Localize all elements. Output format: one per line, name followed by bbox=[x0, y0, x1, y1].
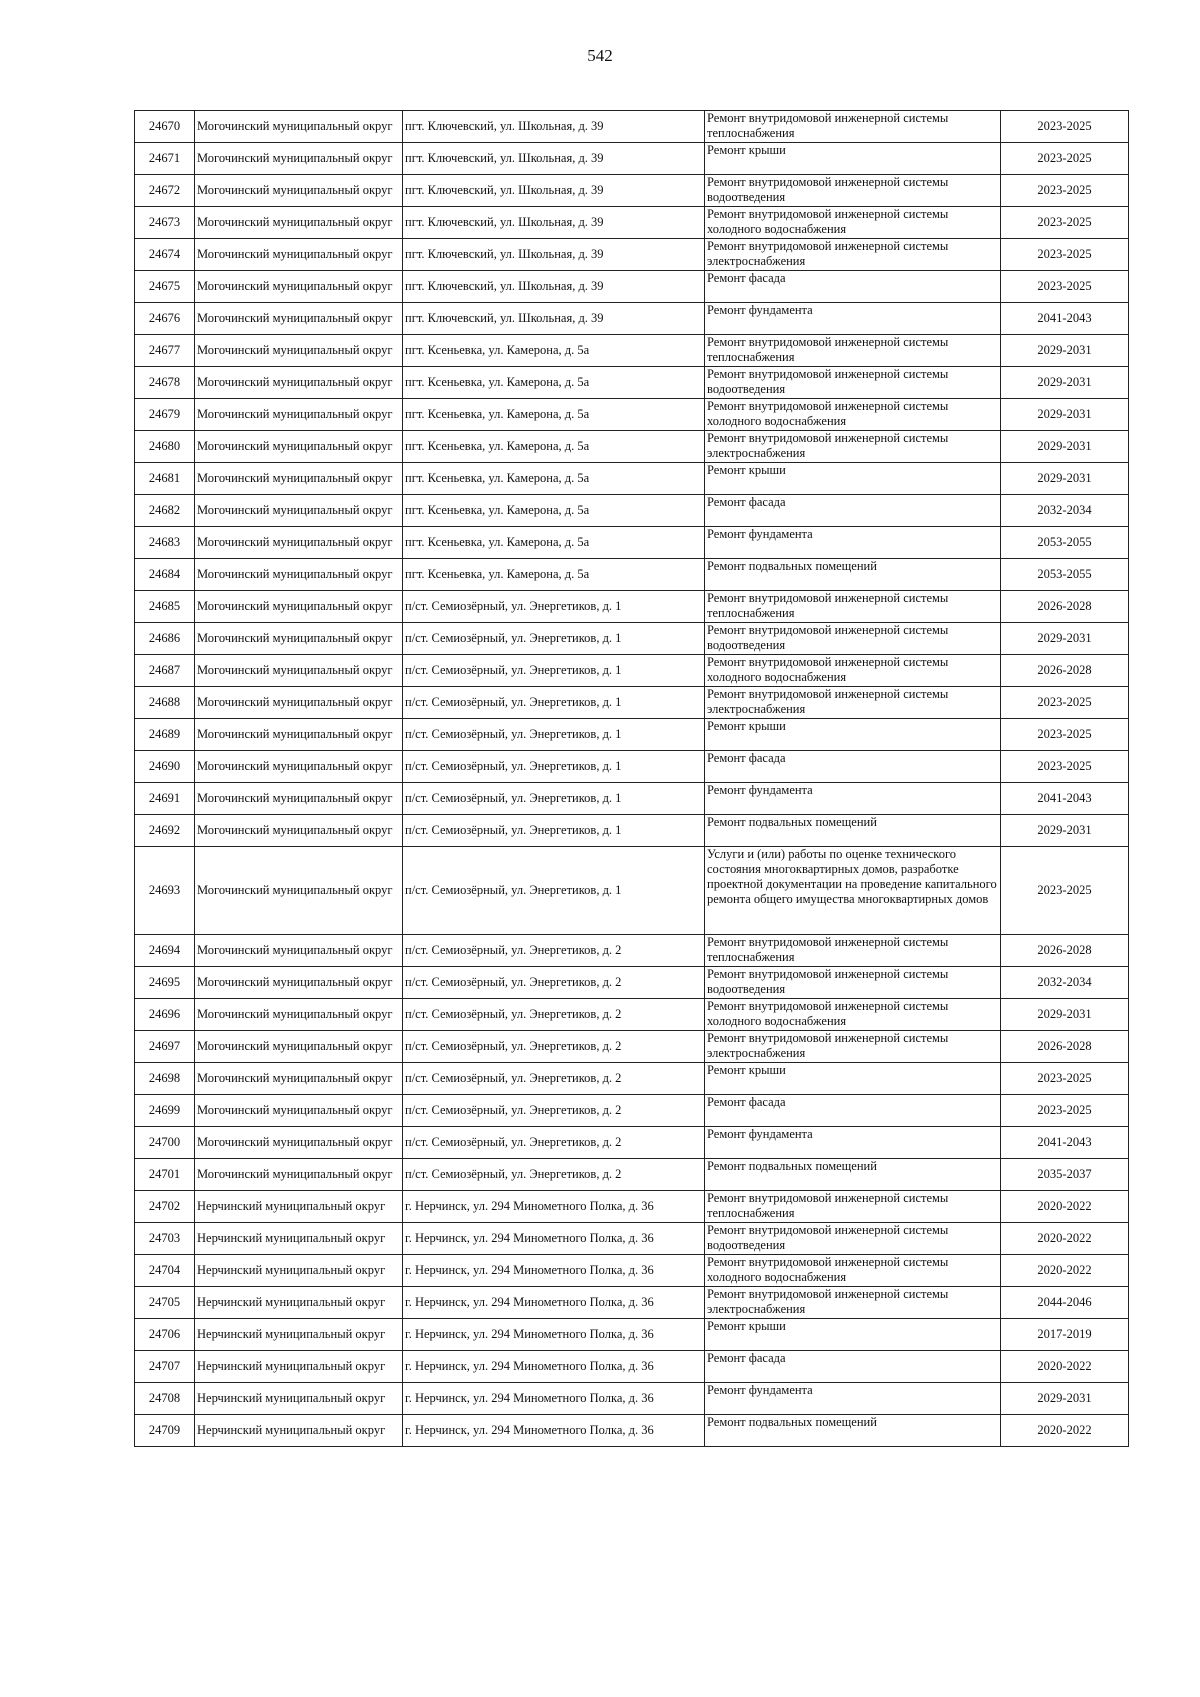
period-cell: 2023-2025 bbox=[1001, 1063, 1129, 1095]
table-row bbox=[135, 783, 1129, 815]
table-row bbox=[135, 1031, 1129, 1063]
address-cell: г. Нерчинск, ул. 294 Минометного Полка, д. 36 bbox=[403, 1383, 705, 1415]
period-cell: 2020-2022 bbox=[1001, 1191, 1129, 1223]
table-row bbox=[135, 591, 1129, 623]
district-cell: Могочинский муниципальный округ bbox=[195, 303, 403, 335]
row-number-cell: 24704 bbox=[135, 1255, 195, 1287]
district-cell: Могочинский муниципальный округ bbox=[195, 1063, 403, 1095]
address-cell: пгт. Ксеньевка, ул. Камерона, д. 5а bbox=[403, 335, 705, 367]
address-cell: пгт. Ксеньевка, ул. Камерона, д. 5а bbox=[403, 431, 705, 463]
table-body bbox=[135, 111, 1129, 1447]
table-row bbox=[135, 463, 1129, 495]
address-cell: п/ст. Семиозёрный, ул. Энергетиков, д. 1 bbox=[403, 847, 705, 935]
row-number-cell: 24709 bbox=[135, 1415, 195, 1447]
work-type-cell: Ремонт внутридомовой инженерной системы холодного водоснабжения bbox=[705, 207, 1001, 239]
table-row bbox=[135, 1255, 1129, 1287]
table-row bbox=[135, 271, 1129, 303]
district-cell: Могочинский муниципальный округ bbox=[195, 1159, 403, 1191]
row-number-cell: 24685 bbox=[135, 591, 195, 623]
table-row bbox=[135, 1319, 1129, 1351]
period-cell: 2023-2025 bbox=[1001, 175, 1129, 207]
work-type-cell: Ремонт внутридомовой инженерной системы электроснабжения bbox=[705, 239, 1001, 271]
work-type-cell: Ремонт крыши bbox=[705, 1319, 1001, 1351]
table-row bbox=[135, 527, 1129, 559]
work-type-cell: Ремонт фундамента bbox=[705, 1383, 1001, 1415]
district-cell: Нерчинский муниципальный округ bbox=[195, 1351, 403, 1383]
period-cell: 2029-2031 bbox=[1001, 431, 1129, 463]
table-row bbox=[135, 175, 1129, 207]
address-cell: пгт. Ксеньевка, ул. Камерона, д. 5а bbox=[403, 367, 705, 399]
district-cell: Нерчинский муниципальный округ bbox=[195, 1287, 403, 1319]
table-row bbox=[135, 495, 1129, 527]
period-cell: 2026-2028 bbox=[1001, 1031, 1129, 1063]
period-cell: 2029-2031 bbox=[1001, 999, 1129, 1031]
district-cell: Могочинский муниципальный округ bbox=[195, 719, 403, 751]
work-type-cell: Ремонт внутридомовой инженерной системы водоотведения bbox=[705, 1223, 1001, 1255]
period-cell: 2023-2025 bbox=[1001, 719, 1129, 751]
row-number-cell: 24707 bbox=[135, 1351, 195, 1383]
district-cell: Могочинский муниципальный округ bbox=[195, 1031, 403, 1063]
repair-schedule-table bbox=[134, 110, 1129, 1447]
address-cell: п/ст. Семиозёрный, ул. Энергетиков, д. 2 bbox=[403, 1127, 705, 1159]
work-type-cell: Ремонт подвальных помещений bbox=[705, 1415, 1001, 1447]
row-number-cell: 24673 bbox=[135, 207, 195, 239]
work-type-cell: Ремонт фасада bbox=[705, 495, 1001, 527]
period-cell: 2020-2022 bbox=[1001, 1255, 1129, 1287]
work-type-cell: Ремонт фасада bbox=[705, 751, 1001, 783]
period-cell: 2023-2025 bbox=[1001, 143, 1129, 175]
row-number-cell: 24687 bbox=[135, 655, 195, 687]
table-row bbox=[135, 431, 1129, 463]
address-cell: г. Нерчинск, ул. 294 Минометного Полка, д. 36 bbox=[403, 1319, 705, 1351]
work-type-cell: Ремонт внутридомовой инженерной системы холодного водоснабжения bbox=[705, 399, 1001, 431]
period-cell: 2023-2025 bbox=[1001, 751, 1129, 783]
district-cell: Могочинский муниципальный округ bbox=[195, 175, 403, 207]
work-type-cell: Ремонт подвальных помещений bbox=[705, 815, 1001, 847]
address-cell: п/ст. Семиозёрный, ул. Энергетиков, д. 1 bbox=[403, 751, 705, 783]
period-cell: 2029-2031 bbox=[1001, 335, 1129, 367]
row-number-cell: 24686 bbox=[135, 623, 195, 655]
period-cell: 2029-2031 bbox=[1001, 463, 1129, 495]
address-cell: г. Нерчинск, ул. 294 Минометного Полка, д. 36 bbox=[403, 1255, 705, 1287]
work-type-cell: Ремонт крыши bbox=[705, 143, 1001, 175]
row-number-cell: 24697 bbox=[135, 1031, 195, 1063]
work-type-cell: Ремонт внутридомовой инженерной системы электроснабжения bbox=[705, 431, 1001, 463]
address-cell: п/ст. Семиозёрный, ул. Энергетиков, д. 2 bbox=[403, 1159, 705, 1191]
district-cell: Нерчинский муниципальный округ bbox=[195, 1191, 403, 1223]
work-type-cell: Ремонт крыши bbox=[705, 463, 1001, 495]
district-cell: Могочинский муниципальный округ bbox=[195, 1095, 403, 1127]
district-cell: Могочинский муниципальный округ bbox=[195, 367, 403, 399]
period-cell: 2023-2025 bbox=[1001, 207, 1129, 239]
period-cell: 2044-2046 bbox=[1001, 1287, 1129, 1319]
table-row bbox=[135, 935, 1129, 967]
district-cell: Нерчинский муниципальный округ bbox=[195, 1415, 403, 1447]
address-cell: пгт. Ксеньевка, ул. Камерона, д. 5а bbox=[403, 527, 705, 559]
period-cell: 2029-2031 bbox=[1001, 623, 1129, 655]
table-row bbox=[135, 239, 1129, 271]
row-number-cell: 24671 bbox=[135, 143, 195, 175]
period-cell: 2023-2025 bbox=[1001, 239, 1129, 271]
period-cell: 2020-2022 bbox=[1001, 1223, 1129, 1255]
district-cell: Нерчинский муниципальный округ bbox=[195, 1319, 403, 1351]
work-type-cell: Ремонт фундамента bbox=[705, 303, 1001, 335]
row-number-cell: 24691 bbox=[135, 783, 195, 815]
work-type-cell: Ремонт фасада bbox=[705, 1095, 1001, 1127]
period-cell: 2029-2031 bbox=[1001, 1383, 1129, 1415]
row-number-cell: 24680 bbox=[135, 431, 195, 463]
district-cell: Нерчинский муниципальный округ bbox=[195, 1255, 403, 1287]
table-row bbox=[135, 111, 1129, 143]
district-cell: Могочинский муниципальный округ bbox=[195, 559, 403, 591]
table-row bbox=[135, 719, 1129, 751]
period-cell: 2035-2037 bbox=[1001, 1159, 1129, 1191]
table-row bbox=[135, 815, 1129, 847]
page-number: 542 bbox=[587, 46, 613, 65]
district-cell: Могочинский муниципальный округ bbox=[195, 935, 403, 967]
row-number-cell: 24677 bbox=[135, 335, 195, 367]
work-type-cell: Ремонт внутридомовой инженерной системы теплоснабжения bbox=[705, 1191, 1001, 1223]
work-type-cell: Ремонт внутридомовой инженерной системы электроснабжения bbox=[705, 1287, 1001, 1319]
work-type-cell: Ремонт внутридомовой инженерной системы электроснабжения bbox=[705, 687, 1001, 719]
work-type-cell: Ремонт внутридомовой инженерной системы теплоснабжения bbox=[705, 335, 1001, 367]
work-type-cell: Ремонт внутридомовой инженерной системы водоотведения bbox=[705, 175, 1001, 207]
row-number-cell: 24703 bbox=[135, 1223, 195, 1255]
period-cell: 2032-2034 bbox=[1001, 967, 1129, 999]
table-row bbox=[135, 1063, 1129, 1095]
row-number-cell: 24706 bbox=[135, 1319, 195, 1351]
district-cell: Могочинский муниципальный округ bbox=[195, 999, 403, 1031]
work-type-cell: Ремонт внутридомовой инженерной системы теплоснабжения bbox=[705, 591, 1001, 623]
row-number-cell: 24696 bbox=[135, 999, 195, 1031]
period-cell: 2023-2025 bbox=[1001, 111, 1129, 143]
district-cell: Могочинский муниципальный округ bbox=[195, 591, 403, 623]
work-type-cell: Ремонт внутридомовой инженерной системы холодного водоснабжения bbox=[705, 999, 1001, 1031]
row-number-cell: 24683 bbox=[135, 527, 195, 559]
row-number-cell: 24674 bbox=[135, 239, 195, 271]
table-row bbox=[135, 1287, 1129, 1319]
row-number-cell: 24676 bbox=[135, 303, 195, 335]
work-type-cell: Ремонт внутридомовой инженерной системы холодного водоснабжения bbox=[705, 1255, 1001, 1287]
district-cell: Могочинский муниципальный округ bbox=[195, 207, 403, 239]
period-cell: 2029-2031 bbox=[1001, 815, 1129, 847]
table-row bbox=[135, 1223, 1129, 1255]
district-cell: Могочинский муниципальный округ bbox=[195, 111, 403, 143]
district-cell: Могочинский муниципальный округ bbox=[195, 335, 403, 367]
period-cell: 2041-2043 bbox=[1001, 783, 1129, 815]
table-row bbox=[135, 1415, 1129, 1447]
period-cell: 2023-2025 bbox=[1001, 687, 1129, 719]
address-cell: п/ст. Семиозёрный, ул. Энергетиков, д. 2 bbox=[403, 1031, 705, 1063]
address-cell: п/ст. Семиозёрный, ул. Энергетиков, д. 1 bbox=[403, 591, 705, 623]
row-number-cell: 24670 bbox=[135, 111, 195, 143]
address-cell: п/ст. Семиозёрный, ул. Энергетиков, д. 1 bbox=[403, 719, 705, 751]
row-number-cell: 24679 bbox=[135, 399, 195, 431]
table-row bbox=[135, 1191, 1129, 1223]
row-number-cell: 24690 bbox=[135, 751, 195, 783]
period-cell: 2041-2043 bbox=[1001, 1127, 1129, 1159]
period-cell: 2026-2028 bbox=[1001, 935, 1129, 967]
address-cell: г. Нерчинск, ул. 294 Минометного Полка, д. 36 bbox=[403, 1351, 705, 1383]
district-cell: Могочинский муниципальный округ bbox=[195, 967, 403, 999]
work-type-cell: Ремонт подвальных помещений bbox=[705, 559, 1001, 591]
district-cell: Могочинский муниципальный округ bbox=[195, 527, 403, 559]
row-number-cell: 24708 bbox=[135, 1383, 195, 1415]
table-row bbox=[135, 751, 1129, 783]
table-row bbox=[135, 399, 1129, 431]
address-cell: п/ст. Семиозёрный, ул. Энергетиков, д. 2 bbox=[403, 999, 705, 1031]
district-cell: Могочинский муниципальный округ bbox=[195, 399, 403, 431]
work-type-cell: Ремонт внутридомовой инженерной системы теплоснабжения bbox=[705, 935, 1001, 967]
row-number-cell: 24699 bbox=[135, 1095, 195, 1127]
table-row bbox=[135, 999, 1129, 1031]
address-cell: п/ст. Семиозёрный, ул. Энергетиков, д. 1 bbox=[403, 687, 705, 719]
address-cell: пгт. Ключевский, ул. Школьная, д. 39 bbox=[403, 111, 705, 143]
district-cell: Могочинский муниципальный округ bbox=[195, 815, 403, 847]
row-number-cell: 24672 bbox=[135, 175, 195, 207]
district-cell: Могочинский муниципальный округ bbox=[195, 847, 403, 935]
table-row bbox=[135, 623, 1129, 655]
district-cell: Могочинский муниципальный округ bbox=[195, 431, 403, 463]
row-number-cell: 24688 bbox=[135, 687, 195, 719]
table-row bbox=[135, 367, 1129, 399]
work-type-cell: Ремонт фундамента bbox=[705, 783, 1001, 815]
period-cell: 2029-2031 bbox=[1001, 399, 1129, 431]
row-number-cell: 24689 bbox=[135, 719, 195, 751]
work-type-cell: Ремонт крыши bbox=[705, 1063, 1001, 1095]
address-cell: пгт. Ксеньевка, ул. Камерона, д. 5а bbox=[403, 495, 705, 527]
address-cell: п/ст. Семиозёрный, ул. Энергетиков, д. 2 bbox=[403, 1095, 705, 1127]
period-cell: 2023-2025 bbox=[1001, 271, 1129, 303]
address-cell: п/ст. Семиозёрный, ул. Энергетиков, д. 2 bbox=[403, 1063, 705, 1095]
period-cell: 2029-2031 bbox=[1001, 367, 1129, 399]
address-cell: пгт. Ксеньевка, ул. Камерона, д. 5а bbox=[403, 559, 705, 591]
district-cell: Могочинский муниципальный округ bbox=[195, 687, 403, 719]
table-row bbox=[135, 1127, 1129, 1159]
work-type-cell: Услуги и (или) работы по оценке технического состояния многоквартирных домов, разработке проектной документации на проведение капитального ремонта общего имущества многоквартирных домов bbox=[705, 847, 1001, 935]
district-cell: Могочинский муниципальный округ bbox=[195, 143, 403, 175]
district-cell: Могочинский муниципальный округ bbox=[195, 495, 403, 527]
period-cell: 2053-2055 bbox=[1001, 559, 1129, 591]
district-cell: Могочинский муниципальный округ bbox=[195, 271, 403, 303]
row-number-cell: 24678 bbox=[135, 367, 195, 399]
period-cell: 2023-2025 bbox=[1001, 847, 1129, 935]
work-type-cell: Ремонт фасада bbox=[705, 271, 1001, 303]
table-row bbox=[135, 847, 1129, 935]
row-number-cell: 24684 bbox=[135, 559, 195, 591]
district-cell: Могочинский муниципальный округ bbox=[195, 239, 403, 271]
address-cell: пгт. Ключевский, ул. Школьная, д. 39 bbox=[403, 143, 705, 175]
period-cell: 2041-2043 bbox=[1001, 303, 1129, 335]
table-row bbox=[135, 335, 1129, 367]
district-cell: Могочинский муниципальный округ bbox=[195, 655, 403, 687]
period-cell: 2032-2034 bbox=[1001, 495, 1129, 527]
address-cell: г. Нерчинск, ул. 294 Минометного Полка, д. 36 bbox=[403, 1191, 705, 1223]
table-row bbox=[135, 1159, 1129, 1191]
address-cell: пгт. Ключевский, ул. Школьная, д. 39 bbox=[403, 303, 705, 335]
row-number-cell: 24675 bbox=[135, 271, 195, 303]
table-row bbox=[135, 207, 1129, 239]
work-type-cell: Ремонт фундамента bbox=[705, 1127, 1001, 1159]
district-cell: Могочинский муниципальный округ bbox=[195, 1127, 403, 1159]
district-cell: Могочинский муниципальный округ bbox=[195, 783, 403, 815]
district-cell: Могочинский муниципальный округ bbox=[195, 623, 403, 655]
address-cell: п/ст. Семиозёрный, ул. Энергетиков, д. 2 bbox=[403, 935, 705, 967]
table-row bbox=[135, 1383, 1129, 1415]
district-cell: Нерчинский муниципальный округ bbox=[195, 1383, 403, 1415]
address-cell: п/ст. Семиозёрный, ул. Энергетиков, д. 1 bbox=[403, 623, 705, 655]
work-type-cell: Ремонт фасада bbox=[705, 1351, 1001, 1383]
work-type-cell: Ремонт подвальных помещений bbox=[705, 1159, 1001, 1191]
row-number-cell: 24695 bbox=[135, 967, 195, 999]
address-cell: пгт. Ключевский, ул. Школьная, д. 39 bbox=[403, 207, 705, 239]
table-row bbox=[135, 687, 1129, 719]
period-cell: 2017-2019 bbox=[1001, 1319, 1129, 1351]
row-number-cell: 24702 bbox=[135, 1191, 195, 1223]
row-number-cell: 24681 bbox=[135, 463, 195, 495]
address-cell: п/ст. Семиозёрный, ул. Энергетиков, д. 1 bbox=[403, 655, 705, 687]
work-type-cell: Ремонт внутридомовой инженерной системы водоотведения bbox=[705, 367, 1001, 399]
row-number-cell: 24682 bbox=[135, 495, 195, 527]
address-cell: пгт. Ксеньевка, ул. Камерона, д. 5а bbox=[403, 463, 705, 495]
work-type-cell: Ремонт крыши bbox=[705, 719, 1001, 751]
address-cell: пгт. Ключевский, ул. Школьная, д. 39 bbox=[403, 239, 705, 271]
address-cell: п/ст. Семиозёрный, ул. Энергетиков, д. 1 bbox=[403, 815, 705, 847]
row-number-cell: 24705 bbox=[135, 1287, 195, 1319]
row-number-cell: 24692 bbox=[135, 815, 195, 847]
period-cell: 2026-2028 bbox=[1001, 591, 1129, 623]
work-type-cell: Ремонт фундамента bbox=[705, 527, 1001, 559]
table-row bbox=[135, 559, 1129, 591]
table-row bbox=[135, 655, 1129, 687]
table-row bbox=[135, 303, 1129, 335]
district-cell: Могочинский муниципальный округ bbox=[195, 751, 403, 783]
table-row bbox=[135, 1095, 1129, 1127]
address-cell: п/ст. Семиозёрный, ул. Энергетиков, д. 1 bbox=[403, 783, 705, 815]
work-type-cell: Ремонт внутридомовой инженерной системы водоотведения bbox=[705, 967, 1001, 999]
address-cell: пгт. Ключевский, ул. Школьная, д. 39 bbox=[403, 271, 705, 303]
row-number-cell: 24700 bbox=[135, 1127, 195, 1159]
table-row bbox=[135, 1351, 1129, 1383]
row-number-cell: 24701 bbox=[135, 1159, 195, 1191]
table-row bbox=[135, 967, 1129, 999]
address-cell: п/ст. Семиозёрный, ул. Энергетиков, д. 2 bbox=[403, 967, 705, 999]
period-cell: 2026-2028 bbox=[1001, 655, 1129, 687]
period-cell: 2023-2025 bbox=[1001, 1095, 1129, 1127]
row-number-cell: 24698 bbox=[135, 1063, 195, 1095]
table-row bbox=[135, 143, 1129, 175]
period-cell: 2020-2022 bbox=[1001, 1351, 1129, 1383]
address-cell: пгт. Ключевский, ул. Школьная, д. 39 bbox=[403, 175, 705, 207]
address-cell: г. Нерчинск, ул. 294 Минометного Полка, д. 36 bbox=[403, 1223, 705, 1255]
work-type-cell: Ремонт внутридомовой инженерной системы водоотведения bbox=[705, 623, 1001, 655]
address-cell: г. Нерчинск, ул. 294 Минометного Полка, д. 36 bbox=[403, 1287, 705, 1319]
work-type-cell: Ремонт внутридомовой инженерной системы холодного водоснабжения bbox=[705, 655, 1001, 687]
period-cell: 2053-2055 bbox=[1001, 527, 1129, 559]
district-cell: Нерчинский муниципальный округ bbox=[195, 1223, 403, 1255]
row-number-cell: 24694 bbox=[135, 935, 195, 967]
address-cell: г. Нерчинск, ул. 294 Минометного Полка, д. 36 bbox=[403, 1415, 705, 1447]
work-type-cell: Ремонт внутридомовой инженерной системы электроснабжения bbox=[705, 1031, 1001, 1063]
period-cell: 2020-2022 bbox=[1001, 1415, 1129, 1447]
work-type-cell: Ремонт внутридомовой инженерной системы теплоснабжения bbox=[705, 111, 1001, 143]
row-number-cell: 24693 bbox=[135, 847, 195, 935]
address-cell: пгт. Ксеньевка, ул. Камерона, д. 5а bbox=[403, 399, 705, 431]
district-cell: Могочинский муниципальный округ bbox=[195, 463, 403, 495]
